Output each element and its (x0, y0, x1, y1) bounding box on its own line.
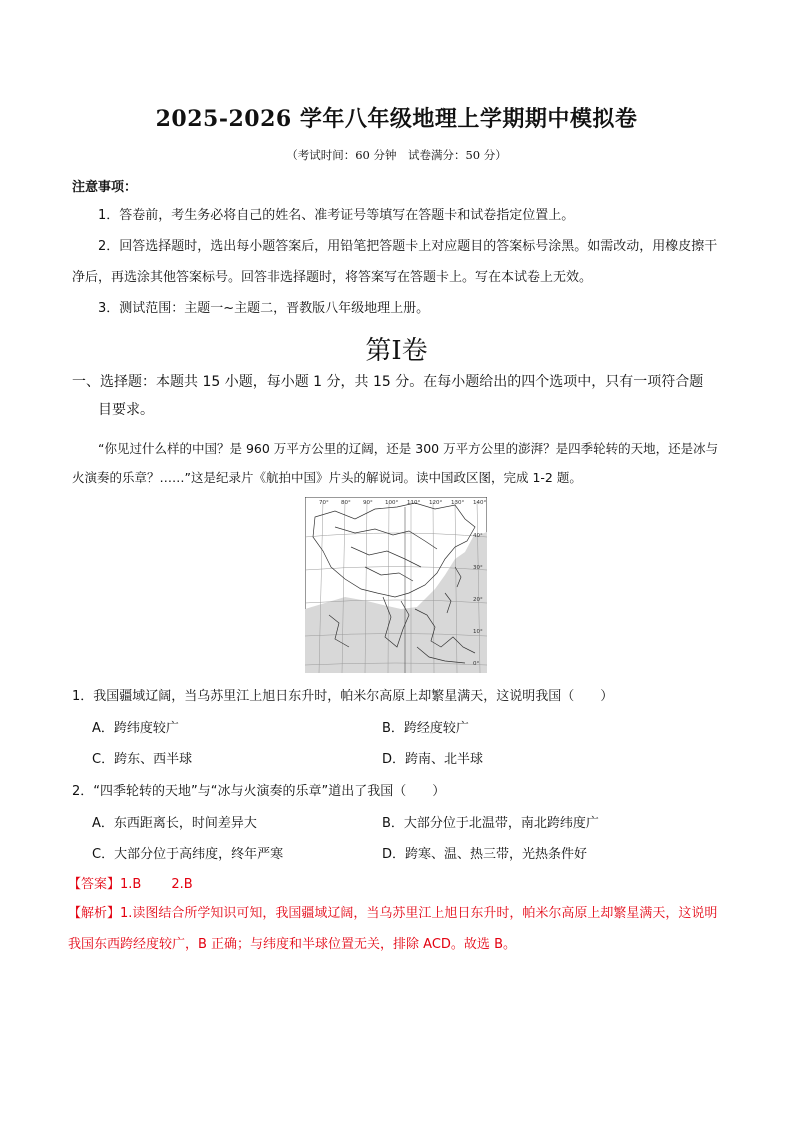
latitude-label: 20° (473, 597, 483, 603)
question-intro: “你见过什么样的中国？是 960 万平方公里的辽阔，还是 300 万平方公里的澎湃？是四季轮转的天地，还是冰与火演奏的乐章？……”这是纪录片《航拍中国》片头的解说词。读中国政区图，完成 1-2 题。 (72, 441, 719, 485)
section-title-line-2: 目要求。 (98, 402, 154, 418)
q2-option-d: D．跨寒、温、热三带，光热条件好 (382, 847, 588, 862)
q1-option-c: C．跨东、西半球 (92, 752, 193, 767)
analysis-label: 【解析】 (68, 906, 121, 921)
q1-option-d: D．跨南、北半球 (382, 752, 484, 767)
answer-1: 1.B (120, 877, 142, 892)
section-title-line-1: 一、选择题：本题共 15 小题，每小题 1 分，共 15 分。在每小题给出的四个选项中，只有一项符合题 (72, 374, 704, 390)
page-title: 2025-2026 学年八年级地理上学期期中模拟卷 (155, 106, 638, 132)
analysis-text: 1.读图结合所学知识可知，我国疆域辽阔，当乌苏里江上旭日东升时，帕米尔高原上却繁星满天，这说明我国东西跨经度较广，B 正确；与纬度和半球位置无关，排除 ACD。故选 B。 (68, 906, 718, 952)
analysis-block (68, 898, 728, 960)
q1-option-b: B．跨经度较广 (382, 721, 469, 736)
q2-option-b: B．大部分位于北温带，南北跨纬度广 (382, 816, 599, 831)
answer-line (68, 873, 193, 892)
longitude-label: 140° (473, 500, 487, 506)
answer-label: 【答案】 (68, 877, 121, 892)
notice-heading: 注意事项： (72, 180, 138, 195)
q2-option-a: A．东西距离长，时间差异大 (92, 816, 257, 831)
exam-info: （考试时间：60 分钟 试卷满分：50 分） (286, 148, 507, 162)
q1-option-a: A．跨纬度较广 (92, 721, 179, 736)
longitude-label: 100° (385, 500, 399, 506)
longitude-label: 120° (429, 500, 443, 506)
latitude-label: 0° (473, 661, 480, 667)
question-1-stem: 1．我国疆域辽阔，当乌苏里江上旭日东升时，帕米尔高原上却繁星满天，这说明我国（ ） (72, 689, 614, 704)
latitude-label: 40° (473, 533, 483, 539)
latitude-label: 30° (473, 565, 483, 571)
q2-option-c: C．大部分位于高纬度，终年严寒 (92, 847, 284, 862)
answer-2: 2.B (171, 877, 193, 892)
notice-item-1: 1．答卷前，考生务必将自己的姓名、准考证号等填写在答题卡和试卷指定位置上。 (98, 208, 575, 223)
longitude-label: 80° (341, 500, 351, 506)
longitude-label: 90° (363, 500, 373, 506)
longitude-label: 70° (319, 500, 329, 506)
volume-heading: 第I卷 (365, 336, 428, 366)
question-2-stem: 2．“四季轮转的天地”与“冰与火演奏的乐章”道出了我国（ ） (72, 784, 446, 799)
notice-item-3: 3．测试范围：主题一~主题二，晋教版八年级地理上册。 (98, 301, 430, 316)
latitude-label: 10° (473, 629, 483, 635)
notice-item-2: 2．回答选择题时，选出每小题答案后，用铅笔把答题卡上对应题目的答案标号涂黑。如需改动，用橡皮擦干净后，再选涂其他答案标号。回答非选择题时，将答案写在答题卡上。写在本试卷上无效。 (72, 239, 718, 285)
longitude-label: 110° (407, 500, 421, 506)
china-political-map (305, 497, 487, 673)
longitude-label: 130° (451, 500, 465, 506)
section-title (72, 368, 727, 424)
